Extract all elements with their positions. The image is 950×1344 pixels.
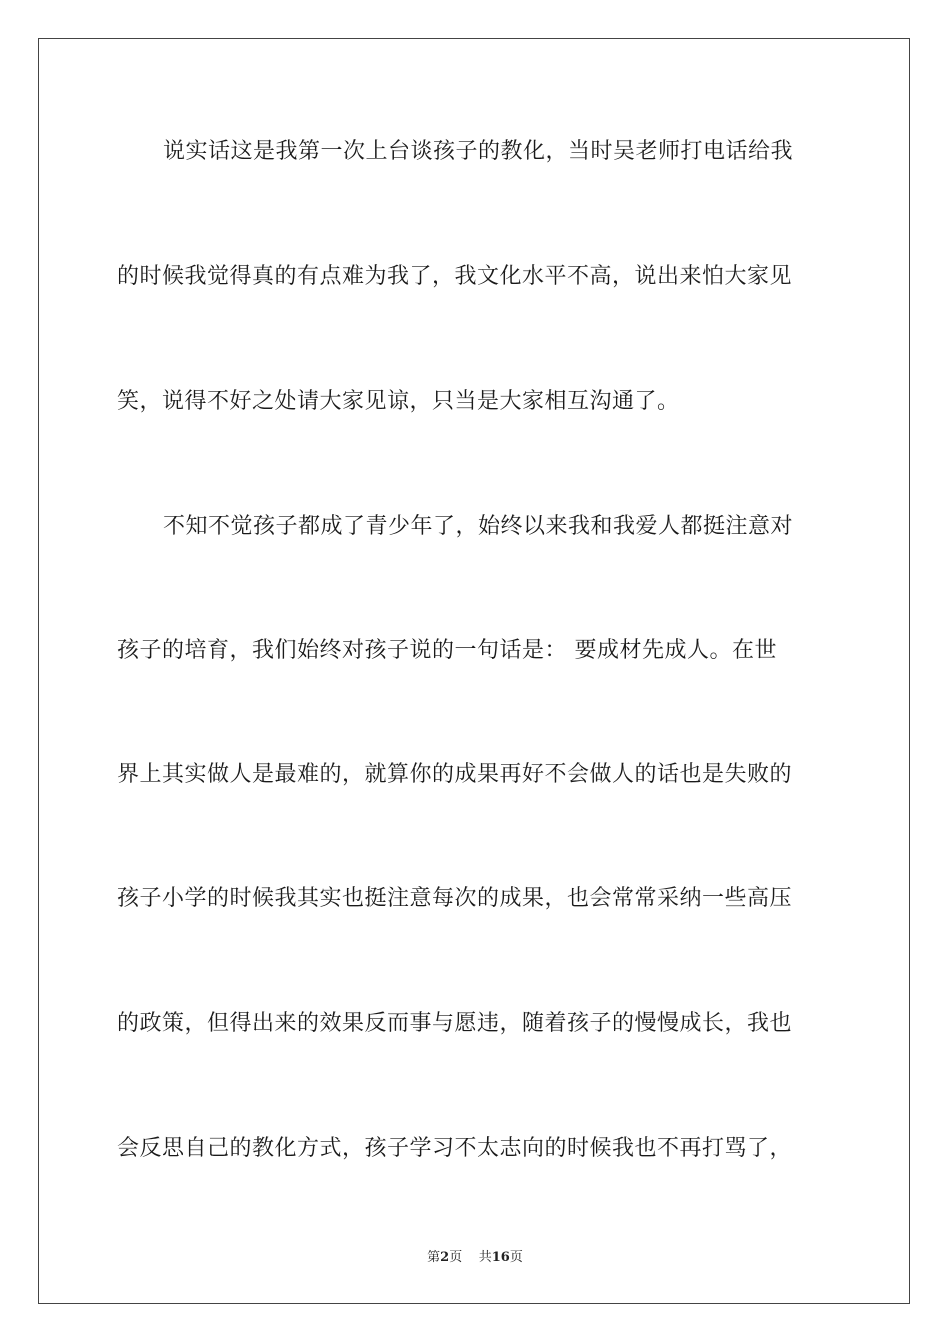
text-line-8: 的政策，但得出来的效果反而事与愿违，随着孩子的慢慢成长，我也 <box>117 1011 793 1036</box>
footer-total-suffix: 页 <box>509 1250 523 1265</box>
text-line-3: 笑，说得不好之处请大家见谅，只当是大家相互沟通了。 <box>117 389 680 414</box>
text-line-1: 说实话这是我第一次上台谈孩子的教化，当时吴老师打电话给我 <box>163 139 794 164</box>
footer-page-prefix: 第 <box>427 1250 441 1265</box>
footer-total-prefix: 共 <box>478 1250 492 1265</box>
page-border <box>38 38 910 1304</box>
footer-total-pages: 16 <box>491 1250 510 1265</box>
text-line-5: 孩子的培育，我们始终对孩子说的一句话是： 要成材先成人。在世 <box>117 638 777 663</box>
text-line-2: 的时候我觉得真的有点难为我了，我文化水平不高，说出来怕大家见 <box>117 264 793 289</box>
text-line-4: 不知不觉孩子都成了青少年了，始终以来我和我爱人都挺注意对 <box>163 514 794 539</box>
page-footer <box>0 1246 950 1265</box>
text-line-6: 界上其实做人是最难的，就算你的成果再好不会做人的话也是失败的 <box>117 762 793 787</box>
text-line-9: 会反思自己的教化方式，孩子学习不太志向的时候我也不再打骂了， <box>117 1136 793 1161</box>
footer-page-number: 2 <box>440 1250 450 1265</box>
footer-page-suffix: 页 <box>449 1250 463 1265</box>
text-line-7: 孩子小学的时候我其实也挺注意每次的成果，也会常常采纳一些高压 <box>117 886 793 911</box>
